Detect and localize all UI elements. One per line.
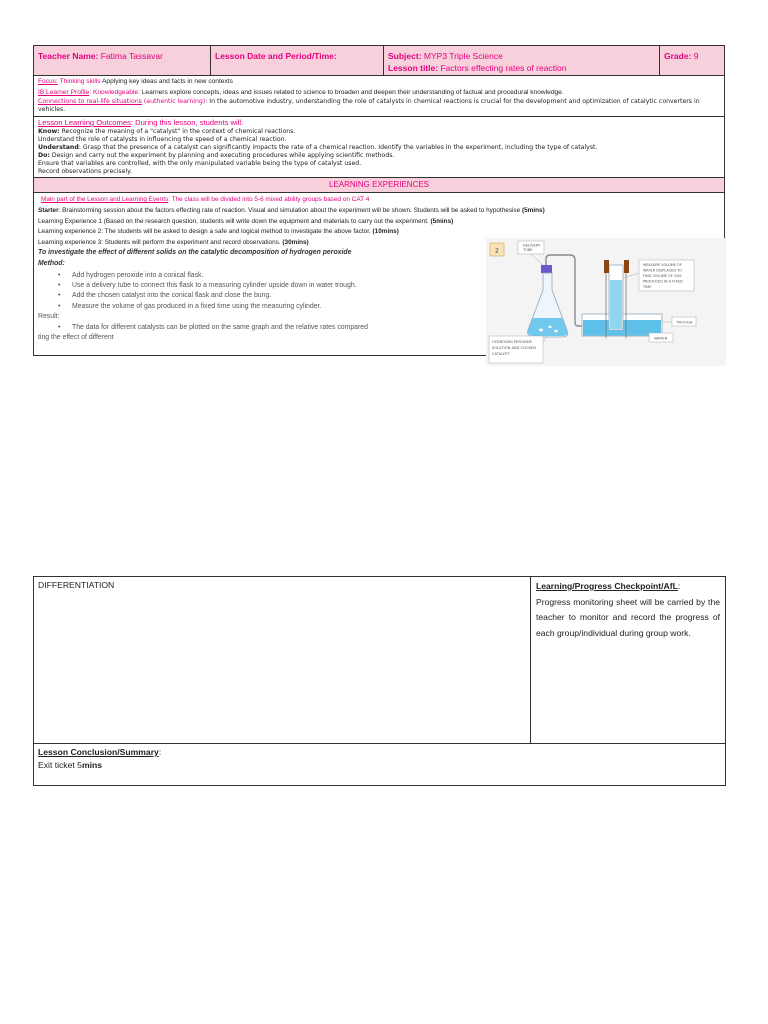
- bung-icon: [541, 265, 552, 273]
- outcomes-heading: [38, 118, 720, 128]
- le1-line: [38, 217, 463, 228]
- do-line-2: Ensure that variables are controlled, with the only manipulated variable being the type of catalyst used.: [38, 159, 362, 167]
- afl-text: Progress monitoring sheet will be carried by the teacher to monitor and record the progress of each group/individual during group work.: [536, 596, 720, 638]
- know-line-2: Understand the role of catalysts in influencing the speed of a chemical reaction.: [38, 135, 287, 143]
- differentiation-label: DIFFERENTIATION: [38, 580, 115, 590]
- outcomes-label: Lesson Learning Outcomes: [38, 118, 131, 127]
- bullet-icon: •: [58, 292, 61, 300]
- afl-cell: [531, 577, 725, 743]
- differentiation-cell: [34, 577, 531, 743]
- delivery-tube-label: DELIVERY TUBE: [523, 243, 541, 252]
- teacher-label: Teacher Name:: [38, 51, 99, 61]
- result-item: • The data for different catalysts can be plotted on the same graph and the relative rates compared: [38, 323, 493, 333]
- method-step: • Measure the volume of gas produced in a fixed time using the measuring cylinder.: [38, 302, 493, 312]
- grade-value: 9: [693, 51, 699, 61]
- clamp-icon: [604, 260, 609, 273]
- lesson-title-label: Lesson title:: [388, 63, 439, 73]
- result-list: [38, 323, 493, 333]
- lesson-date-cell: [211, 46, 384, 75]
- teacher-name: Fatima Tassavar: [100, 51, 163, 61]
- do-text: Design and carry out the experiment by planning and executing procedures while applying scientific methods.: [49, 151, 395, 159]
- understand-line: [38, 144, 720, 152]
- learner-profile-label: IB Learner Profile: [38, 88, 90, 96]
- teacher-cell: [34, 46, 211, 75]
- method-step: • Use a delivery tube to connect this flask to a measuring cylinder upside down in water trough.: [38, 281, 493, 291]
- method-step: • Add the chosen catalyst into the conical flask and close the bung.: [38, 291, 493, 301]
- outcomes-section: [34, 117, 724, 178]
- afl-heading: Learning/Progress Checkpoint/AfL:: [536, 581, 681, 591]
- know-line: [38, 128, 720, 136]
- header-row: [34, 46, 724, 76]
- differentiation-table: [33, 576, 726, 786]
- subject-value: MYP3 Triple Science: [423, 51, 503, 61]
- connections-line: [38, 98, 720, 114]
- le1-text: Learning Experience 1 (Based on the research question, students will write down the equipment and materials to carry out the experiment.: [38, 217, 431, 225]
- subject-label: Subject:: [388, 51, 422, 61]
- bubble: [539, 329, 543, 332]
- cylinder-water: [610, 280, 622, 329]
- le2-text: Learning experience 2: The students will be asked to design a safe and logical method to investigate the above factor.: [38, 228, 373, 236]
- learner-profile-text: : Learners explore concepts, ideas and issues related to science to broaden and deepen their understanding of factual and procedural knowledge.: [138, 88, 564, 96]
- result-label: Result:: [38, 313, 60, 321]
- know-label: Know:: [38, 128, 60, 135]
- connections-value: (authentic learning): [141, 98, 206, 106]
- lesson-date-label: Lesson Date and Period/Time:: [215, 51, 337, 61]
- le3-time: (30mins): [282, 238, 309, 246]
- le2-line: [38, 227, 493, 238]
- know-text: Recognize the meaning of a "catalyst" in the context of chemical reactions.: [59, 128, 296, 135]
- connections-label: Connections to real-life situations: [38, 98, 142, 106]
- le3-text: Learning experience 3: Students will perform the experiment and record observations.: [38, 238, 283, 246]
- method-label: Method:: [38, 260, 65, 267]
- flask-note: HYDROGEN PEROXIDE SOLUTION AND CHOSEN CATALYST: [492, 340, 536, 356]
- conclusion-text: Exit ticket 5mins: [38, 760, 103, 770]
- experiment-diagram: [486, 238, 726, 366]
- focus-line: [38, 78, 720, 87]
- starter-label: Starter: [38, 207, 59, 215]
- do-label: Do:: [38, 151, 50, 159]
- focus-text: Applying key ideas and facts in new contexts: [100, 78, 233, 85]
- water-label: WATER: [654, 335, 668, 341]
- do-line-3: Record observations precisely.: [38, 167, 132, 175]
- conclusion-cell: [34, 743, 725, 785]
- focus-label: Focus:: [38, 78, 58, 85]
- method-step: • Add hydrogen peroxide into a conical flask.: [38, 271, 493, 281]
- main-part-label: Main part of the Lesson and Learning Events: [41, 196, 169, 204]
- le1-time: (5mins): [430, 217, 454, 225]
- main-part-text: : The class will be divided into 5-6 mixed ability groups based on CAT 4: [168, 196, 370, 204]
- bubble: [548, 326, 551, 328]
- measure-note: MEASURE VOLUME OF WATER DISPLACED TO FIND VOLUME OF GAS PRODUCED IN A FIXED TIME: [643, 263, 683, 289]
- learning-experience-column: [38, 217, 493, 344]
- understand-text: : Grasp that the presence of a catalyst can significantly impacts the rate of a chemical reaction. Identify the variables in the experiment, including the type of catalyst.: [78, 143, 598, 151]
- conclusion-heading: Lesson Conclusion/Summary:: [38, 747, 162, 757]
- starter-time: (5mins): [521, 207, 545, 215]
- main-part-line: [38, 195, 720, 206]
- method-list: [38, 271, 493, 313]
- lesson-title-value: Factors effecting rates of reaction: [440, 63, 567, 73]
- le2-time: (10mins): [372, 228, 399, 236]
- step-number: 2: [495, 247, 499, 255]
- focus-section: [34, 76, 724, 117]
- do-line: [38, 152, 720, 160]
- bullet-icon: •: [58, 323, 61, 331]
- trough-label: TROUGH: [676, 319, 693, 325]
- learner-profile-value: : Knowledgeable: [89, 88, 139, 96]
- connections-text: : In the automotive industry, understanding the role of catalysts in chemical reactions is crucial for the development and optimization of catalytic converters in vehicles.: [38, 98, 700, 114]
- bubble: [554, 330, 558, 333]
- understand-label: Understand: [38, 143, 79, 151]
- afl-label: Learning/Progress Checkpoint/AfL: [536, 581, 678, 591]
- conclusion-label: Lesson Conclusion/Summary: [38, 747, 159, 757]
- outcomes-label-rest: : During this lesson, students will:: [130, 118, 244, 127]
- starter-line: [38, 206, 720, 217]
- bullet-icon: •: [58, 282, 61, 289]
- learning-experiences-title: LEARNING EXPERIENCES: [34, 178, 724, 193]
- investigate-heading: To investigate the effect of different solids on the catalytic decomposition of hydrogen peroxide: [38, 249, 352, 257]
- learner-profile-line: [38, 89, 720, 98]
- bullet-icon: •: [58, 302, 61, 310]
- starter-text: : Brainstorming session about the factors effecting rate of reaction. Visual and simulation about the experiment will be shown. Students will be asked to hypothesise: [58, 207, 522, 215]
- clamp-icon: [624, 260, 629, 273]
- subject-cell: [384, 46, 660, 75]
- result-continuation: ting the effect of different: [38, 334, 114, 342]
- grade-cell: [660, 46, 724, 75]
- focus-value: Thinking skills: [59, 78, 101, 85]
- grade-label: Grade:: [664, 51, 692, 61]
- flask-liquid: [528, 318, 568, 336]
- le3-line: [38, 238, 493, 249]
- bullet-icon: •: [58, 271, 61, 279]
